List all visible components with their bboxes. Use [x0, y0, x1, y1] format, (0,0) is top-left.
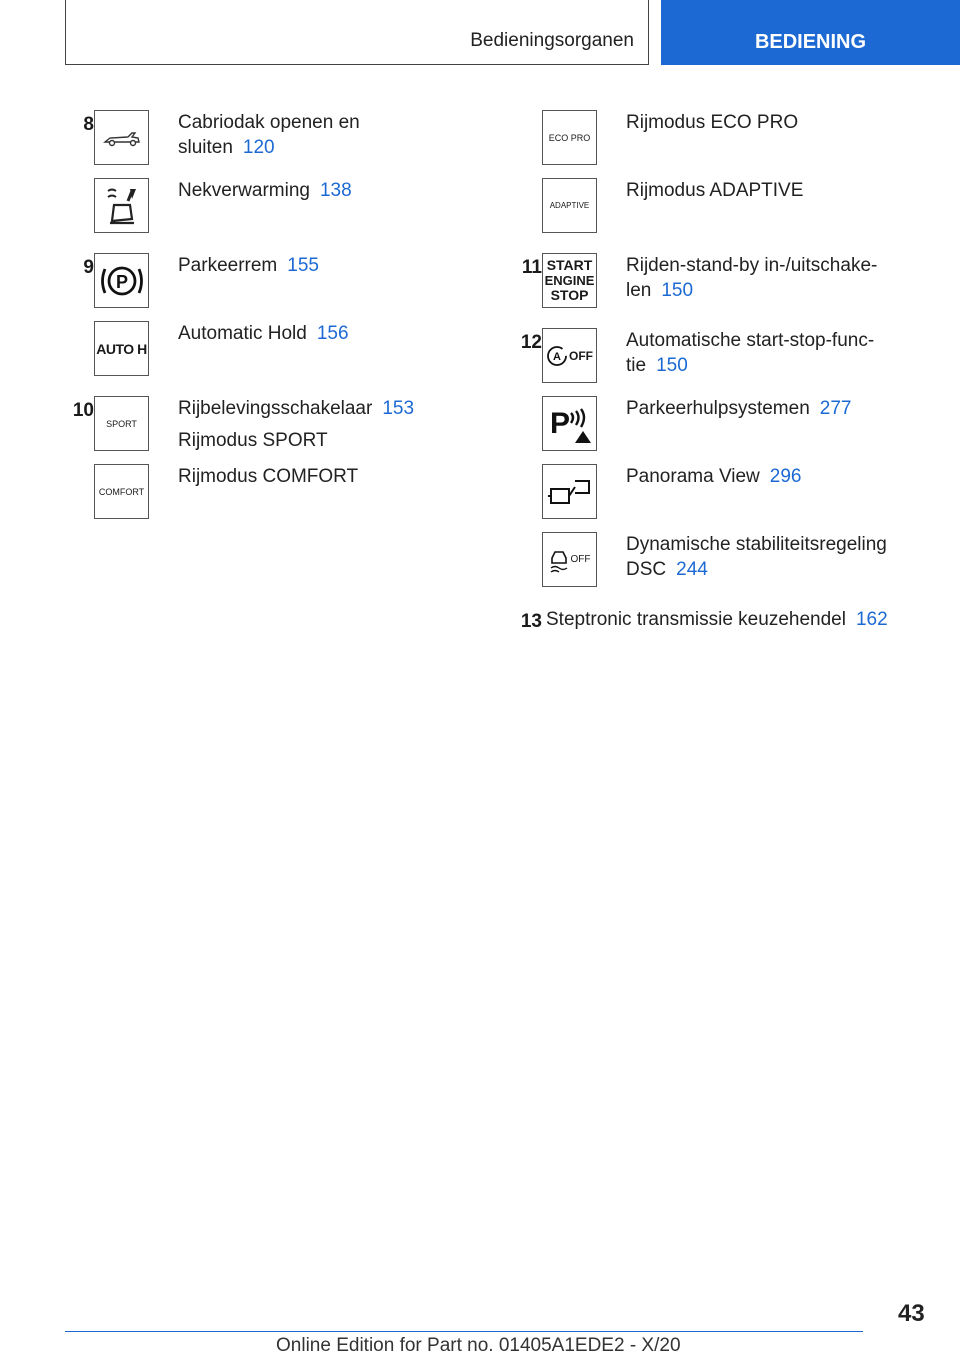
item-text — [178, 253, 448, 278]
item-label: Rijden-stand-by in-/uitschake-len — [626, 255, 878, 301]
item-text — [178, 396, 448, 453]
list-item — [508, 532, 928, 607]
list-item — [508, 328, 928, 396]
list-item — [60, 110, 480, 178]
item-label: Rijbelevingsschakelaar — [178, 398, 373, 419]
item-number — [60, 464, 94, 468]
item-text — [626, 396, 896, 421]
item-label: Dynamische stabiliteitsregeling DSC — [626, 534, 887, 580]
panorama-view-icon — [542, 464, 597, 519]
icon-label: ENGINE — [544, 273, 595, 288]
right-column — [508, 110, 928, 637]
page-ref-link[interactable]: 155 — [287, 255, 319, 276]
neck-warmer-icon — [94, 178, 149, 233]
icon-label: ADAPTIVE — [549, 201, 590, 210]
auto-start-stop-off-icon — [542, 328, 597, 383]
icon-label: ECO PRO — [548, 132, 591, 143]
svg-text:P: P — [549, 406, 570, 440]
icon-label: OFF — [570, 554, 591, 565]
icon-label: COMFORT — [98, 486, 145, 497]
item-text — [626, 328, 896, 378]
comfort-icon — [94, 464, 149, 519]
list-item — [508, 607, 928, 637]
item-number — [508, 396, 542, 400]
icon-label: AUTO H — [96, 340, 147, 357]
list-item — [60, 253, 480, 321]
item-label: Automatic Hold — [178, 323, 307, 344]
item-label: Panorama View — [626, 466, 760, 487]
page-ref-link[interactable]: 138 — [319, 180, 352, 201]
item-text — [546, 607, 926, 632]
footer-edition: Online Edition for Part no. 01405A1EDE2 - X/20 — [276, 1335, 681, 1356]
page-ref-link[interactable]: 277 — [819, 398, 852, 419]
item-label: Rijmodus COMFORT — [178, 466, 359, 487]
icon-label: OFF — [569, 348, 593, 363]
item-text — [626, 178, 896, 203]
chapter-tab[interactable]: BEDIENING — [661, 0, 960, 65]
start-stop-engine-icon — [542, 253, 597, 308]
list-item — [508, 178, 928, 253]
page-ref-link[interactable]: 244 — [676, 559, 708, 580]
item-label: Cabriodak openen en sluiten — [178, 112, 360, 158]
park-assist-icon — [542, 396, 597, 451]
item-text — [178, 178, 448, 203]
item-label: Rijmodus ADAPTIVE — [626, 180, 804, 201]
list-item — [508, 464, 928, 532]
page-number: 43 — [898, 1300, 925, 1327]
item-number — [508, 532, 542, 536]
svg-text:A: A — [553, 350, 561, 363]
item-text — [626, 253, 896, 303]
item-text — [626, 110, 896, 135]
item-number — [508, 110, 542, 114]
item-label: Rijmodus ECO PRO — [626, 112, 799, 133]
sport-icon — [94, 396, 149, 451]
icon-label: STOP — [550, 287, 589, 303]
list-item — [60, 321, 480, 396]
item-number — [60, 178, 94, 182]
item-label: Automatische start-stop-func-tie — [626, 330, 875, 376]
page-ref-link[interactable]: 296 — [769, 466, 802, 487]
page-ref-link[interactable]: 150 — [661, 280, 694, 301]
item-label: Parkeerrem — [178, 255, 278, 276]
dsc-off-icon — [542, 532, 597, 587]
page-ref-link[interactable]: 162 — [855, 609, 888, 630]
item-number — [508, 178, 542, 182]
item-label: Steptronic transmissie keuzehendel — [546, 609, 846, 630]
item-number — [60, 321, 94, 325]
adaptive-icon — [542, 178, 597, 233]
page-ref-link[interactable]: 153 — [382, 398, 415, 419]
item-text — [626, 532, 896, 582]
icon-label: SPORT — [106, 418, 137, 429]
item-text — [178, 110, 448, 160]
eco-pro-icon — [542, 110, 597, 165]
item-number: 12 — [520, 332, 542, 353]
list-item — [60, 464, 480, 532]
list-item — [508, 396, 928, 464]
item-number — [508, 464, 542, 468]
item-text — [626, 464, 896, 489]
item-number: 9 — [83, 257, 94, 278]
item-text — [178, 464, 448, 489]
section-title: Bedieningsorganen — [470, 30, 634, 51]
list-item — [60, 178, 480, 253]
cabrio-roof-icon — [94, 110, 149, 165]
list-item — [508, 110, 928, 178]
icon-label: START — [546, 257, 593, 273]
header-section-box — [65, 0, 649, 65]
page-ref-link[interactable]: 120 — [242, 137, 275, 158]
item-label: Nekverwarming — [178, 180, 310, 201]
item-sublabel: Rijmodus SPORT — [178, 430, 328, 451]
item-number: 8 — [83, 114, 94, 135]
auto-hold-icon — [94, 321, 149, 376]
item-number: 13 — [520, 611, 542, 632]
page-ref-link[interactable]: 150 — [656, 355, 688, 376]
left-column — [60, 110, 480, 532]
item-label: Parkeerhulpsystemen — [626, 398, 810, 419]
list-item — [60, 396, 480, 464]
footer-divider — [65, 1331, 863, 1332]
item-number: 10 — [72, 400, 94, 421]
item-number: 11 — [521, 257, 542, 278]
page-ref-link[interactable]: 156 — [316, 323, 349, 344]
list-item — [508, 253, 928, 328]
parking-brake-icon — [94, 253, 149, 308]
item-text — [178, 321, 448, 346]
svg-text:P: P — [115, 271, 128, 292]
